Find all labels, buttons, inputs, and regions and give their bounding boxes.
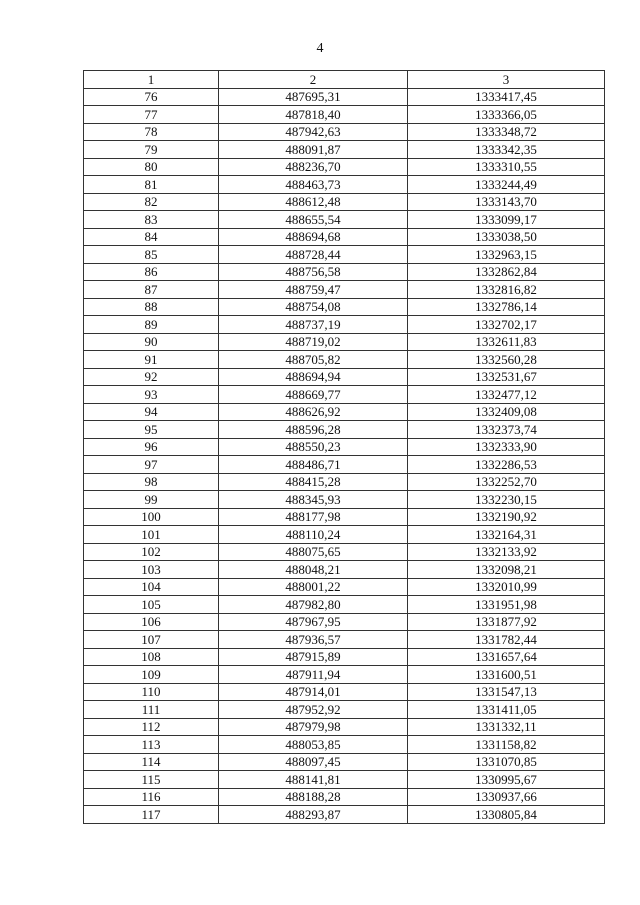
y-coordinate-cell: 1331782,44	[408, 631, 605, 649]
y-coordinate-cell: 1332862,84	[408, 263, 605, 281]
point-number-cell: 86	[84, 263, 219, 281]
y-coordinate-cell: 1333342,35	[408, 141, 605, 159]
x-coordinate-cell: 488669,77	[219, 386, 408, 404]
y-coordinate-cell: 1333348,72	[408, 123, 605, 141]
table-row	[84, 613, 605, 631]
x-coordinate-cell: 488596,28	[219, 421, 408, 439]
table-row	[84, 736, 605, 754]
point-number-cell: 88	[84, 298, 219, 316]
table-row	[84, 386, 605, 404]
x-coordinate-cell: 488463,73	[219, 176, 408, 194]
x-coordinate-cell: 488053,85	[219, 736, 408, 754]
y-coordinate-cell: 1331877,92	[408, 613, 605, 631]
point-number-cell: 112	[84, 718, 219, 736]
y-coordinate-cell: 1331158,82	[408, 736, 605, 754]
x-coordinate-cell: 488415,28	[219, 473, 408, 491]
x-coordinate-cell: 487952,92	[219, 701, 408, 719]
table-row	[84, 596, 605, 614]
x-coordinate-cell: 488486,71	[219, 456, 408, 474]
y-coordinate-cell: 1331547,13	[408, 683, 605, 701]
table-row	[84, 508, 605, 526]
x-coordinate-cell: 487911,94	[219, 666, 408, 684]
table-row	[84, 543, 605, 561]
table-row	[84, 176, 605, 194]
table-row	[84, 368, 605, 386]
table-row	[84, 473, 605, 491]
x-coordinate-cell: 488110,24	[219, 526, 408, 544]
x-coordinate-cell: 488141,81	[219, 771, 408, 789]
table-row	[84, 123, 605, 141]
x-coordinate-cell: 488001,22	[219, 578, 408, 596]
point-number-cell: 90	[84, 333, 219, 351]
x-coordinate-cell: 488177,98	[219, 508, 408, 526]
table-row	[84, 771, 605, 789]
y-coordinate-cell: 1331600,51	[408, 666, 605, 684]
point-number-cell: 107	[84, 631, 219, 649]
point-number-cell: 98	[84, 473, 219, 491]
y-coordinate-cell: 1332963,15	[408, 246, 605, 264]
x-coordinate-cell: 488091,87	[219, 141, 408, 159]
table-row	[84, 106, 605, 124]
y-coordinate-cell: 1331070,85	[408, 753, 605, 771]
x-coordinate-cell: 488694,68	[219, 228, 408, 246]
y-coordinate-cell: 1332230,15	[408, 491, 605, 509]
point-number-cell: 82	[84, 193, 219, 211]
x-coordinate-cell: 488694,94	[219, 368, 408, 386]
x-coordinate-cell: 488655,54	[219, 211, 408, 229]
y-coordinate-cell: 1332010,99	[408, 578, 605, 596]
y-coordinate-cell: 1332133,92	[408, 543, 605, 561]
x-coordinate-cell: 488188,28	[219, 788, 408, 806]
point-number-cell: 78	[84, 123, 219, 141]
table-row	[84, 806, 605, 824]
point-number-cell: 93	[84, 386, 219, 404]
y-coordinate-cell: 1333366,05	[408, 106, 605, 124]
table-row	[84, 491, 605, 509]
y-coordinate-cell: 1332409,08	[408, 403, 605, 421]
x-coordinate-cell: 487914,01	[219, 683, 408, 701]
x-coordinate-cell: 488759,47	[219, 281, 408, 299]
table-row	[84, 666, 605, 684]
table-row	[84, 753, 605, 771]
y-coordinate-cell: 1331332,11	[408, 718, 605, 736]
point-number-cell: 110	[84, 683, 219, 701]
x-coordinate-cell: 488293,87	[219, 806, 408, 824]
y-coordinate-cell: 1333244,49	[408, 176, 605, 194]
table-row	[84, 526, 605, 544]
point-number-cell: 89	[84, 316, 219, 334]
y-coordinate-cell: 1332560,28	[408, 351, 605, 369]
table-row	[84, 701, 605, 719]
y-coordinate-cell: 1332816,82	[408, 281, 605, 299]
y-coordinate-cell: 1332333,90	[408, 438, 605, 456]
table-row	[84, 648, 605, 666]
x-coordinate-cell: 488705,82	[219, 351, 408, 369]
y-coordinate-cell: 1333099,17	[408, 211, 605, 229]
point-number-cell: 111	[84, 701, 219, 719]
table-row	[84, 281, 605, 299]
table-row	[84, 438, 605, 456]
y-coordinate-cell: 1332252,70	[408, 473, 605, 491]
y-coordinate-cell: 1330995,67	[408, 771, 605, 789]
y-coordinate-cell: 1331951,98	[408, 596, 605, 614]
y-coordinate-cell: 1332611,83	[408, 333, 605, 351]
y-coordinate-cell: 1332531,67	[408, 368, 605, 386]
table-row	[84, 578, 605, 596]
x-coordinate-cell: 488612,48	[219, 193, 408, 211]
y-coordinate-cell: 1332164,31	[408, 526, 605, 544]
point-number-cell: 113	[84, 736, 219, 754]
table-header	[84, 71, 605, 89]
point-number-cell: 99	[84, 491, 219, 509]
point-number-cell: 101	[84, 526, 219, 544]
column-header-1: 1	[84, 71, 219, 89]
point-number-cell: 76	[84, 88, 219, 106]
point-number-cell: 115	[84, 771, 219, 789]
point-number-cell: 117	[84, 806, 219, 824]
table-row	[84, 456, 605, 474]
x-coordinate-cell: 487915,89	[219, 648, 408, 666]
x-coordinate-cell: 488048,21	[219, 561, 408, 579]
point-number-cell: 109	[84, 666, 219, 684]
x-coordinate-cell: 487982,80	[219, 596, 408, 614]
table-row	[84, 351, 605, 369]
point-number-cell: 116	[84, 788, 219, 806]
page-number: 4	[316, 41, 324, 56]
point-number-cell: 92	[84, 368, 219, 386]
x-coordinate-cell: 488626,92	[219, 403, 408, 421]
table-row	[84, 158, 605, 176]
point-number-cell: 114	[84, 753, 219, 771]
x-coordinate-cell: 488550,23	[219, 438, 408, 456]
point-number-cell: 84	[84, 228, 219, 246]
x-coordinate-cell: 488719,02	[219, 333, 408, 351]
point-number-cell: 108	[84, 648, 219, 666]
point-number-cell: 91	[84, 351, 219, 369]
point-number-cell: 106	[84, 613, 219, 631]
table-row	[84, 298, 605, 316]
x-coordinate-cell: 488236,70	[219, 158, 408, 176]
table-row	[84, 403, 605, 421]
y-coordinate-cell: 1332786,14	[408, 298, 605, 316]
table-row	[84, 141, 605, 159]
y-coordinate-cell: 1333038,50	[408, 228, 605, 246]
table-row	[84, 193, 605, 211]
y-coordinate-cell: 1333143,70	[408, 193, 605, 211]
y-coordinate-cell: 1332702,17	[408, 316, 605, 334]
point-number-cell: 87	[84, 281, 219, 299]
column-header-3: 3	[408, 71, 605, 89]
point-number-cell: 97	[84, 456, 219, 474]
x-coordinate-cell: 488754,08	[219, 298, 408, 316]
point-number-cell: 94	[84, 403, 219, 421]
x-coordinate-cell: 487936,57	[219, 631, 408, 649]
table-row	[84, 211, 605, 229]
y-coordinate-cell: 1333417,45	[408, 88, 605, 106]
point-number-cell: 102	[84, 543, 219, 561]
table-row	[84, 683, 605, 701]
point-number-cell: 100	[84, 508, 219, 526]
x-coordinate-cell: 487979,98	[219, 718, 408, 736]
point-number-cell: 103	[84, 561, 219, 579]
y-coordinate-cell: 1332477,12	[408, 386, 605, 404]
table-row	[84, 788, 605, 806]
table-row	[84, 228, 605, 246]
x-coordinate-cell: 487695,31	[219, 88, 408, 106]
x-coordinate-cell: 487818,40	[219, 106, 408, 124]
point-number-cell: 79	[84, 141, 219, 159]
x-coordinate-cell: 488756,58	[219, 263, 408, 281]
table-row	[84, 333, 605, 351]
x-coordinate-cell: 487967,95	[219, 613, 408, 631]
x-coordinate-cell: 488345,93	[219, 491, 408, 509]
x-coordinate-cell: 488728,44	[219, 246, 408, 264]
table-row	[84, 718, 605, 736]
point-number-cell: 105	[84, 596, 219, 614]
x-coordinate-cell: 488737,19	[219, 316, 408, 334]
y-coordinate-cell: 1330937,66	[408, 788, 605, 806]
y-coordinate-cell: 1332286,53	[408, 456, 605, 474]
point-number-cell: 95	[84, 421, 219, 439]
table-row	[84, 561, 605, 579]
x-coordinate-cell: 488097,45	[219, 753, 408, 771]
table-row	[84, 88, 605, 106]
table-row	[84, 246, 605, 264]
coordinates-table	[83, 70, 605, 824]
point-number-cell: 81	[84, 176, 219, 194]
x-coordinate-cell: 487942,63	[219, 123, 408, 141]
table-row	[84, 263, 605, 281]
y-coordinate-cell: 1332098,21	[408, 561, 605, 579]
header-row	[84, 71, 605, 89]
x-coordinate-cell: 488075,65	[219, 543, 408, 561]
point-number-cell: 96	[84, 438, 219, 456]
table-row	[84, 316, 605, 334]
point-number-cell: 83	[84, 211, 219, 229]
y-coordinate-cell: 1330805,84	[408, 806, 605, 824]
point-number-cell: 80	[84, 158, 219, 176]
point-number-cell: 85	[84, 246, 219, 264]
table-row	[84, 421, 605, 439]
y-coordinate-cell: 1332190,92	[408, 508, 605, 526]
point-number-cell: 104	[84, 578, 219, 596]
point-number-cell: 77	[84, 106, 219, 124]
table-row	[84, 631, 605, 649]
y-coordinate-cell: 1333310,55	[408, 158, 605, 176]
table-body	[84, 88, 605, 823]
y-coordinate-cell: 1331657,64	[408, 648, 605, 666]
y-coordinate-cell: 1331411,05	[408, 701, 605, 719]
column-header-2: 2	[219, 71, 408, 89]
y-coordinate-cell: 1332373,74	[408, 421, 605, 439]
